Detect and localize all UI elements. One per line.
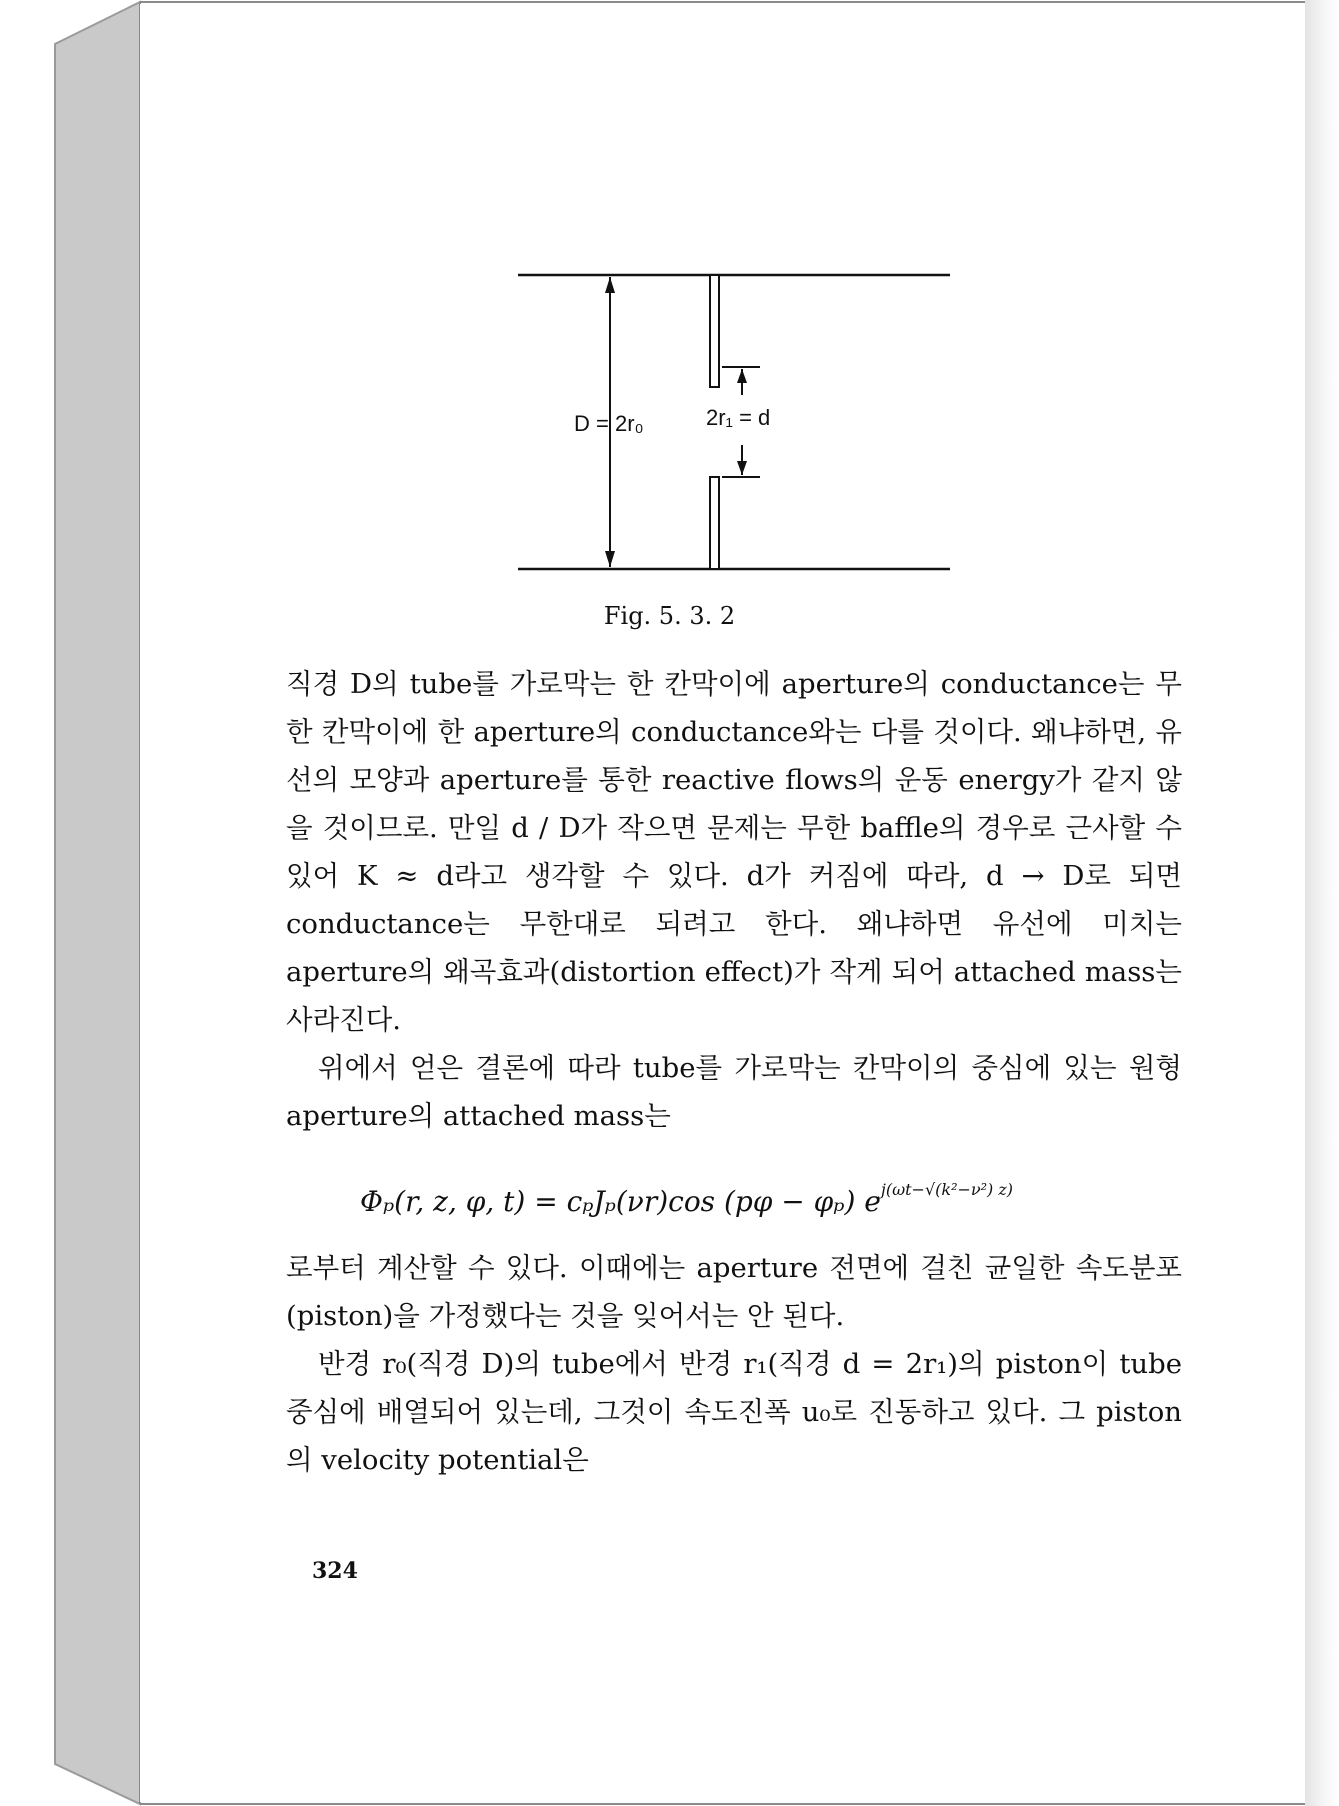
paragraph-3: 로부터 계산할 수 있다. 이때에는 aperture 전면에 걸친 균일한 속도분포(piston)을 가정했다는 것을 잊어서는 안 된다. bbox=[286, 1252, 1182, 1332]
equation-main: Φₚ(r, z, φ, t) = cₚJₚ(νr)cos (pφ − φₚ) e bbox=[360, 1185, 881, 1218]
partition-upper bbox=[710, 275, 719, 387]
body-text bbox=[286, 660, 1182, 1140]
partition-lower bbox=[710, 477, 719, 569]
book-page-edge bbox=[55, 2, 140, 1804]
aperture-arrow-bottom bbox=[737, 461, 747, 475]
equation-exponent: j(ωt−√(k²−ν²) z) bbox=[880, 1180, 1014, 1199]
tube-aperture-figure bbox=[510, 255, 960, 585]
aperture-arrow-top bbox=[737, 369, 747, 383]
aperture-diameter-label: 2r₁ = d bbox=[706, 405, 771, 430]
diameter-arrow-bottom bbox=[605, 551, 615, 567]
body-text-continued bbox=[286, 1244, 1182, 1484]
diameter-label: D = 2r₀ bbox=[574, 411, 644, 436]
paragraph-2: 위에서 얻은 결론에 따라 tube를 가로막는 칸막이의 중심에 있는 원형 aperture의 attached mass는 bbox=[286, 1052, 1182, 1132]
paragraph-1: 직경 D의 tube를 가로막는 한 칸막이에 aperture의 conductance는 무한 칸막이에 한 aperture의 conductance와는 다를 것이다. 왜냐하면, 유선의 모양과 aperture를 통한 reactive flows의 운동 energy가 같지 않을 것이므로. 만일 d / D가 작으면 문제는 무한 baffle의 경우로 근사할 수 있어 K ≈ d라고 생각할 수 있다. d가 커짐에 따라, d → D로 되면 conductance는 무한대로 되려고 한다. 왜냐하면 유선에 미치는 aperture의 왜곡효과(distortion effect)가 작게 되어 attached mass는 사라진다. bbox=[286, 668, 1182, 1036]
diameter-arrow-top bbox=[605, 277, 615, 293]
page-right-shadow bbox=[1305, 0, 1339, 1806]
paragraph-4: 반경 r₀(직경 D)의 tube에서 반경 r₁(직경 d = 2r₁)의 piston이 tube 중심에 배열되어 있는데, 그것이 속도진폭 u₀로 진동하고 있다. 그 piston의 velocity potential은 bbox=[286, 1348, 1182, 1476]
figure-caption: Fig. 5. 3. 2 bbox=[603, 602, 736, 630]
page-number: 324 bbox=[312, 1558, 358, 1584]
velocity-potential-equation bbox=[360, 1180, 1013, 1230]
